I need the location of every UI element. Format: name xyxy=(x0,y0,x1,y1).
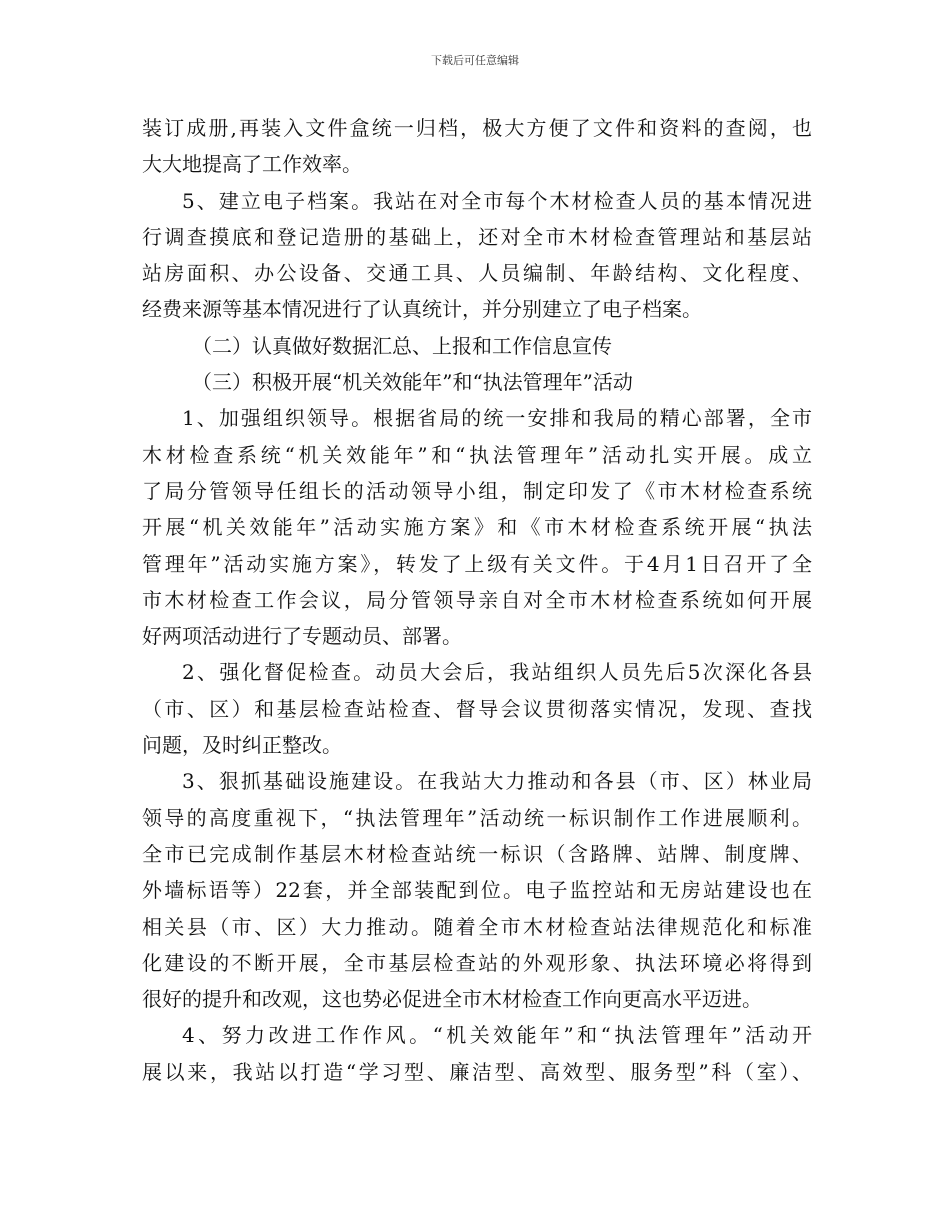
text-line: 1、加强组织领导。根据省局的统一安排和我局的精心部署，全市 xyxy=(182,406,812,431)
text-line: 装订成册,再装入文件盒统一归档，极大方便了文件和资料的查阅，也 xyxy=(142,116,812,140)
text-line: 相关县（市、区）大力推动。随着全市木材检查站法律规范化和标准 xyxy=(142,914,812,939)
text-line: 全市已完成制作基层木材检查站统一标识（含路牌、站牌、制度牌、 xyxy=(142,841,812,866)
text-line: 很好的提升和改观，这也势必促进全市木材检查工作向更高水平迈进。 xyxy=(142,987,762,1012)
text-line: 问题，及时纠正整改。 xyxy=(142,733,342,758)
text-line: 了局分管领导任组长的活动领导小组，制定印发了《市木材检查系统 xyxy=(142,478,812,503)
text-line: 市木材检查工作会议，局分管领导亲自对全市木材检查系统如何开展 xyxy=(142,587,812,612)
text-line: 5、建立电子档案。我站在对全市每个木材检查人员的基本情况进 xyxy=(182,188,812,213)
text-line: 开展“机关效能年”活动实施方案》和《市木材检查系统开展“执法 xyxy=(142,515,812,540)
text-line: 管理年”活动实施方案》，转发了上级有关文件。于4月1日召开了全 xyxy=(142,551,812,576)
text-line: 化建设的不断开展，全市基层检查站的外观形象、执法环境必将得到 xyxy=(142,950,812,975)
text-line: 好两项活动进行了专题动员、部署。 xyxy=(142,624,462,649)
section-heading: （三）积极开展“机关效能年”和“执法管理年”活动 xyxy=(192,370,633,395)
text-line: 3、狠抓基础设施建设。在我站大力推动和各县（市、区）林业局 xyxy=(182,769,812,794)
text-line: 2、强化督促检查。动员大会后，我站组织人员先后5次深化各县 xyxy=(182,660,812,685)
text-line: 外墙标语等）22套，并全部装配到位。电子监控站和无房站建设也在 xyxy=(142,878,812,903)
text-line: 经费来源等基本情况进行了认真统计，并分别建立了电子档案。 xyxy=(142,297,702,322)
document-body xyxy=(142,110,812,1090)
text-line: （市、区）和基层检查站检查、督导会议贯彻落实情况，发现、查找 xyxy=(142,696,812,721)
text-line: 展以来，我站以打造“学习型、廉洁型、高效型、服务型”科（室）、 xyxy=(142,1059,812,1084)
section-heading: （二）认真做好数据汇总、上报和工作信息宣传 xyxy=(192,333,612,358)
text-line: 4、努力改进工作作风。“机关效能年”和“执法管理年”活动开 xyxy=(182,1023,812,1048)
text-line: 站房面积、办公设备、交通工具、人员编制、年龄结构、文化程度、 xyxy=(142,261,812,286)
text-line: 木材检查系统“机关效能年”和“执法管理年”活动扎实开展。成立 xyxy=(142,442,812,467)
text-line: 行调查摸底和登记造册的基础上，还对全市木材检查管理站和基层站 xyxy=(142,224,812,249)
page-header: 下载后可任意编辑 xyxy=(431,54,519,67)
text-line: 大大地提高了工作效率。 xyxy=(142,152,362,177)
text-line: 领导的高度重视下，“执法管理年”活动统一标识制作工作进展顺利。 xyxy=(142,805,812,830)
